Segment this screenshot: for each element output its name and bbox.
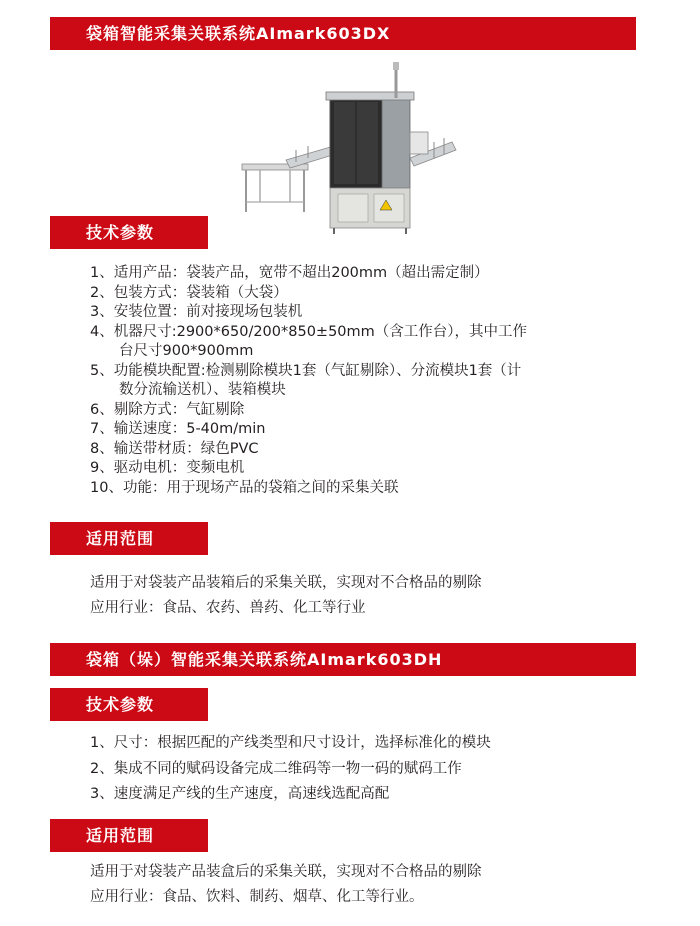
section1-scope-text [90, 571, 482, 621]
section2-tech-tab [50, 688, 208, 721]
section1-scope-label: 适用范围 [86, 529, 155, 548]
spec-item: 3、速度满足产线的生产速度，高速线选配高配 [90, 786, 390, 802]
spec-item: 7、输送速度：5-40m/min [90, 421, 266, 437]
section2-scope-text [90, 860, 482, 910]
section1-tech-label: 技术参数 [86, 223, 155, 242]
machine-image [238, 62, 460, 242]
section2-title: 袋箱（垛）智能采集关联系统AImark603DH [86, 650, 443, 669]
section2-scope-label: 适用范围 [86, 826, 155, 845]
spec-item: 1、尺寸：根据匹配的产线类型和尺寸设计，选择标准化的模块 [90, 735, 491, 751]
section2-scope-line: 适用于对袋装产品装盒后的采集关联，实现对不合格品的剔除 [90, 864, 482, 880]
section1-scope-tab [50, 522, 208, 555]
section2-tech-label: 技术参数 [86, 695, 155, 714]
spec-item: 5、功能模块配置:检测剔除模块1套（气缸剔除）、分流模块1套（计 [90, 362, 522, 379]
section1-title: 袋箱智能采集关联系统AImark603DX [86, 24, 391, 43]
section2-scope-line: 应用行业：食品、饮料、制药、烟草、化工等行业。 [90, 889, 424, 905]
spec-item: 2、集成不同的赋码设备完成二维码等一物一码的赋码工作 [90, 760, 462, 777]
spec-item: 9、驱动电机：变频电机 [90, 460, 245, 476]
spec-item: 6、剔除方式：气缸剔除 [90, 401, 245, 418]
spec-item-continuation: 数分流输送机）、装箱模块 [119, 382, 286, 398]
section2-scope-tab [50, 819, 208, 852]
section1-title-bar [50, 17, 636, 50]
spec-item: 10、功能：用于现场产品的袋箱之间的采集关联 [90, 479, 399, 496]
spec-item: 3、安装位置：前对接现场包装机 [90, 304, 303, 320]
section2-spec-list [90, 731, 491, 808]
section1-scope-line: 适用于对袋装产品装箱后的采集关联，实现对不合格品的剔除 [90, 575, 482, 591]
spec-item: 4、机器尺寸:2900*650/200*850±50mm（含工作台），其中工作 [90, 323, 528, 340]
section1-scope-line: 应用行业：食品、农药、兽药、化工等行业 [90, 600, 366, 616]
section1-tech-tab [50, 216, 208, 249]
spec-item-continuation: 台尺寸900*900mm [119, 343, 254, 359]
spec-item: 1、适用产品：袋装产品，宽带不超出200mm（超出需定制） [90, 265, 489, 281]
spec-item: 8、输送带材质：绿色PVC [90, 440, 259, 457]
section1-spec-list [90, 264, 527, 498]
section2-title-bar [50, 643, 636, 676]
spec-item: 2、包装方式：袋装箱（大袋） [90, 284, 288, 301]
